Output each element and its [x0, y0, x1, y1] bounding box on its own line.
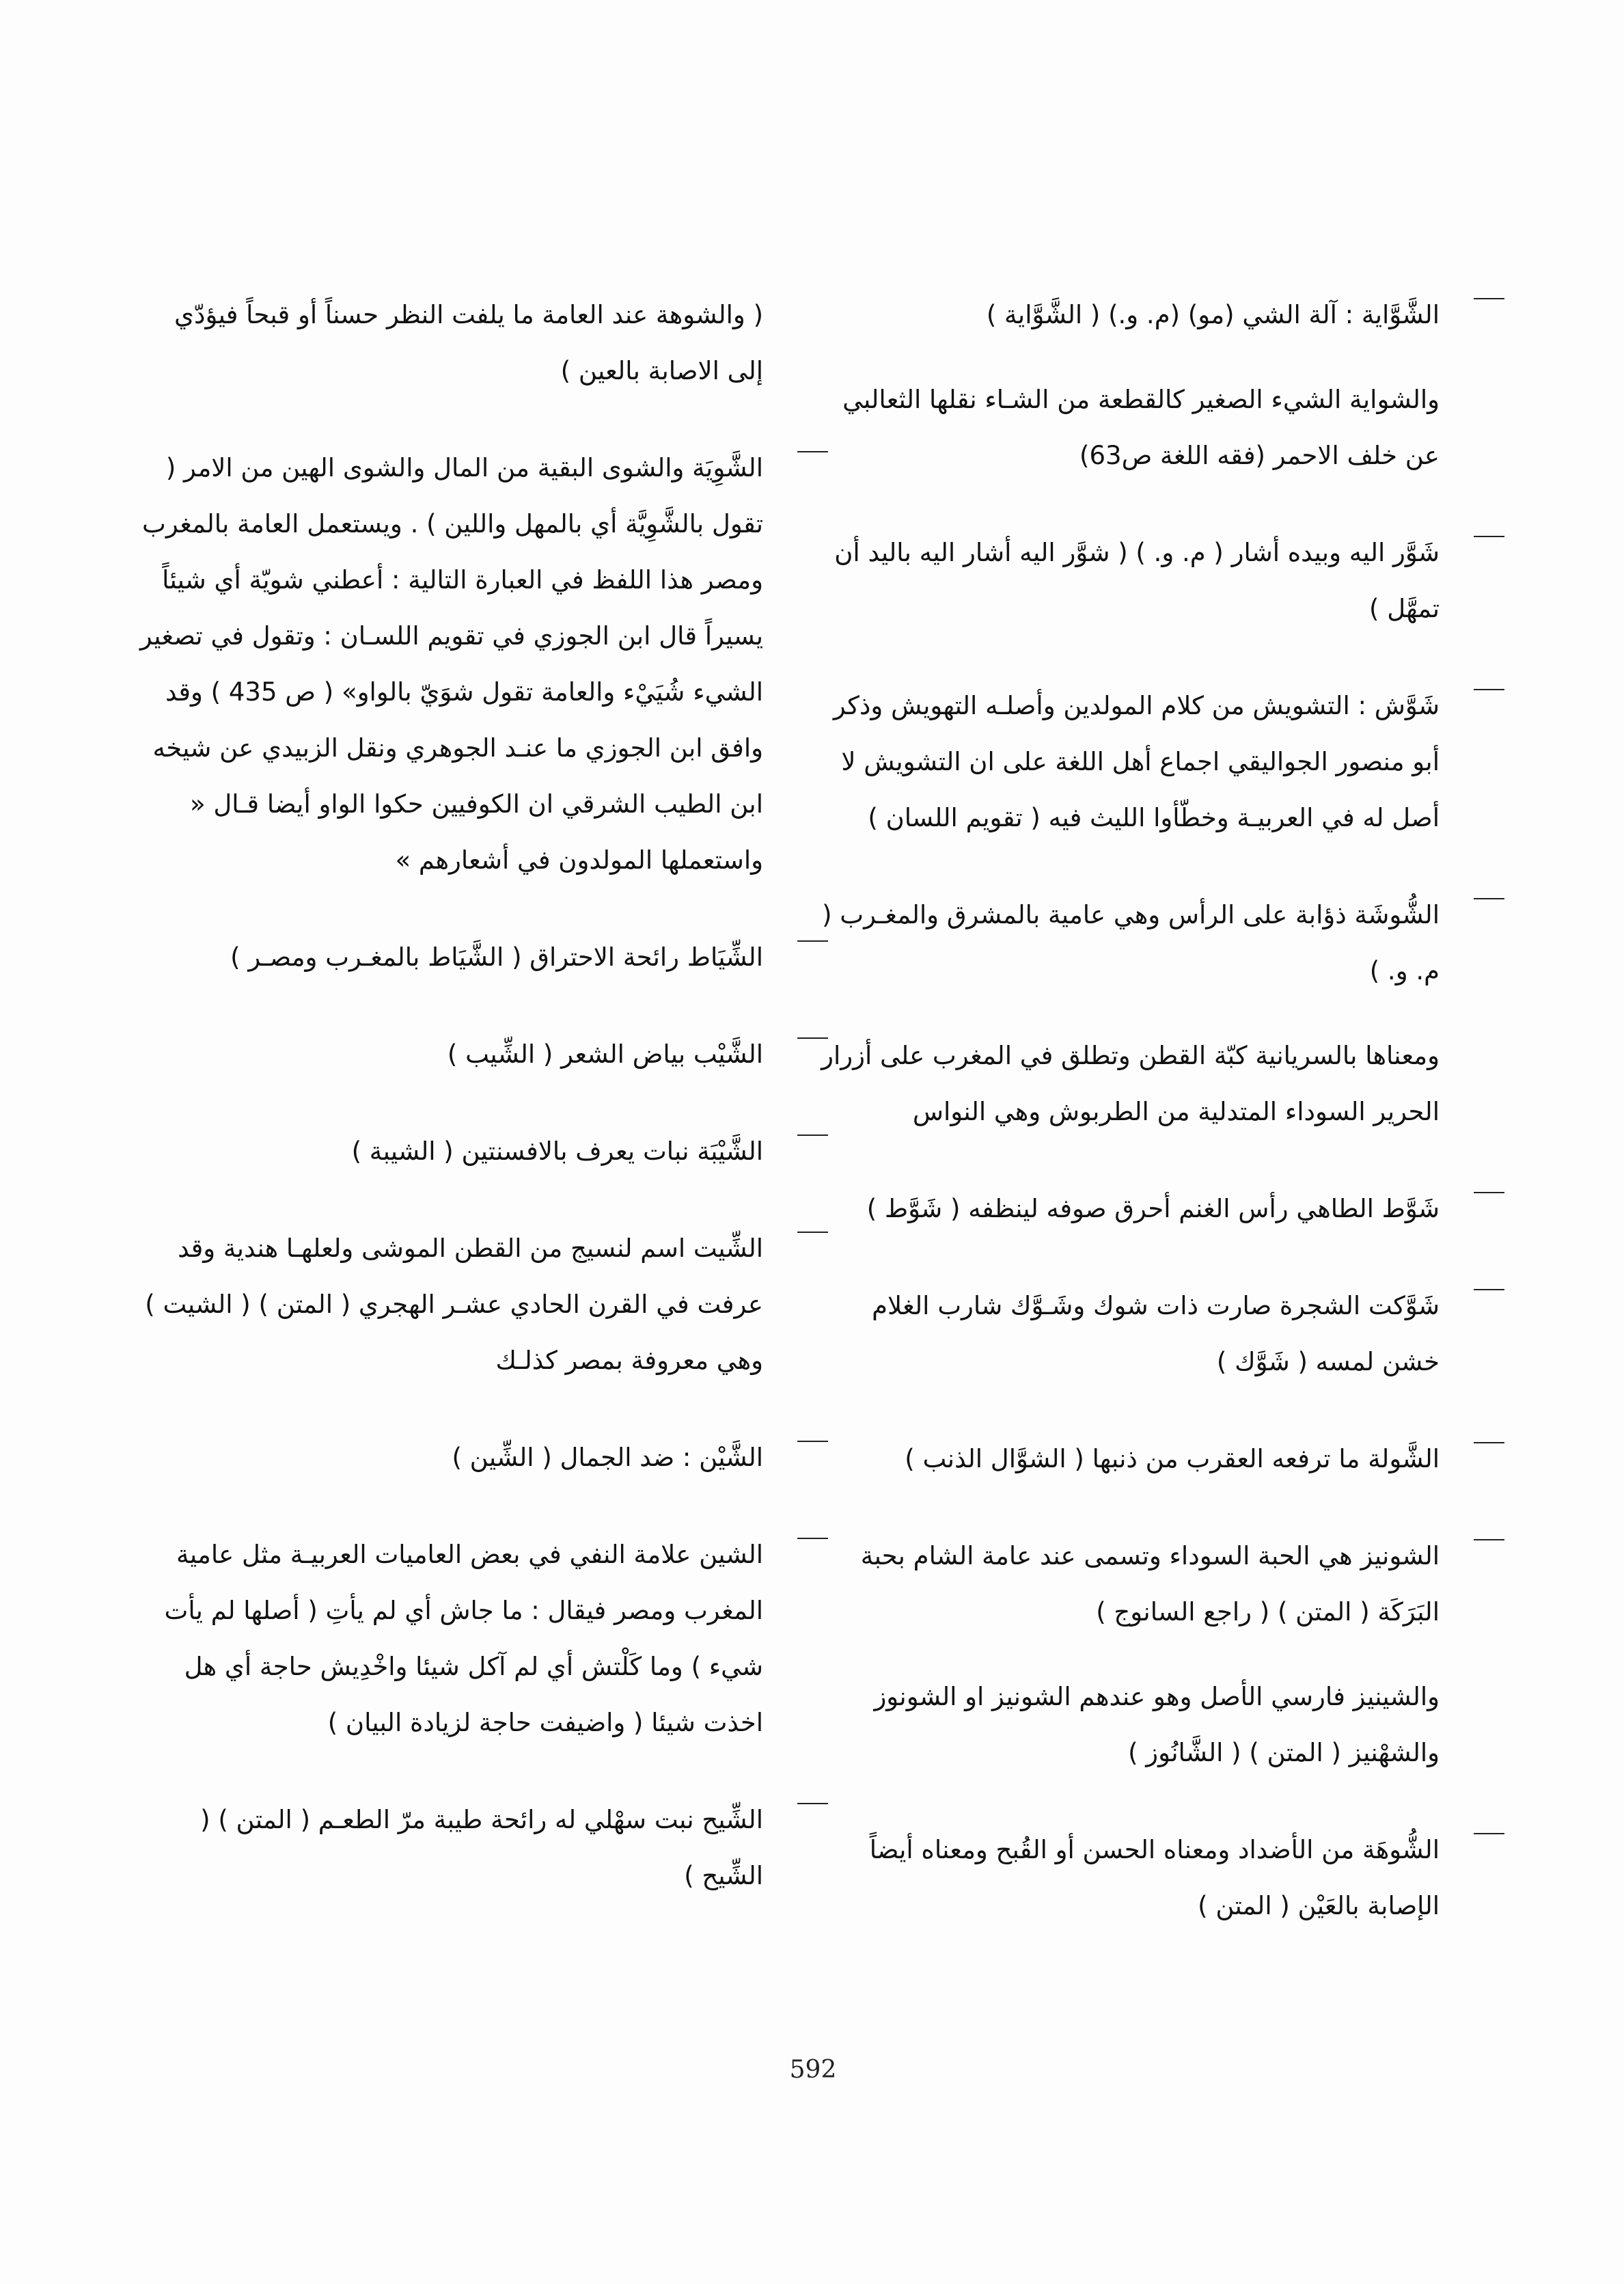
dictionary-entry: [135, 1124, 763, 1180]
dictionary-entry: [811, 1181, 1440, 1237]
entry-text: ( والشوهة عند العامة ما يلفت النظر حسناً أو قبحاً فيؤدّي إلى الاصابة بالعين ): [174, 300, 763, 385]
dictionary-entry: [811, 1431, 1440, 1487]
dictionary-entry: [811, 1278, 1440, 1390]
entry-continuation-text: ومعناها بالسريانية كبّة القطن وتطلق في المغرب على أزرار الحرير السوداء المتدلية من الطربوش وهي النواس: [821, 1041, 1440, 1126]
entry-continuation-text: والشواية الشيء الصغير كالقطعة من الشـاء نقلها الثعالبي عن خلف الاحمر (فقه اللغة ص63): [842, 385, 1440, 470]
entry-text: شَوَّر اليه وبيده أشار ( م. و. ) ( شوَّر اليه أشار اليه باليد أن تمهَّل ): [834, 538, 1440, 623]
entry-text: الشِّيَاط رائحة الاحتراق ( الشَّيَاط بالمغـرب ومصـر ): [230, 942, 763, 972]
entry-text: الشُّوهَة من الأضداد ومعناه الحسن أو القُبح ومعناه أيضاً الإصابة بالعَيْن ( المتن ): [869, 1835, 1440, 1920]
dictionary-entry: [135, 1792, 763, 1904]
entry-text: شَوَّش : التشويش من كلام المولدين وأصلـه التهويش وذكر أبو منصور الجواليقي اجماع أهل اللغة على ان التشويش لا أصل له في العربيـة وخطّأوا الليث فيه ( تقويم اللسان ): [833, 691, 1440, 832]
entry-dash-marker: [1474, 298, 1504, 299]
entry-dash-marker: [797, 451, 828, 452]
left-column: [135, 287, 763, 1945]
entry-text: الشَّيْن : ضد الجمال ( الشِّين ): [452, 1443, 763, 1472]
dictionary-entry: [811, 887, 1440, 1140]
entry-dash-marker: [1474, 1539, 1504, 1540]
dictionary-entry: [811, 1822, 1440, 1934]
entry-text: الشُّوشَة ذؤابة على الرأس وهي عامية بالمشرق والمغـرب ( م. و. ): [822, 900, 1440, 985]
entry-dash-marker: [797, 1232, 828, 1233]
dictionary-entry: [135, 929, 763, 985]
right-column: [811, 287, 1440, 1975]
entry-text: الشِّيح نبت سهْلي له رائحة طيبة مرّ الطعـم ( المتن ) ( الشِّيح ): [200, 1805, 763, 1890]
entry-text: الشَّوَّاية : آلة الشي (مو) (م. و.) ( الشَّوَّاية ): [986, 300, 1440, 329]
dictionary-entry: [811, 525, 1440, 637]
dictionary-entry: [135, 1027, 763, 1083]
entry-dash-marker: [1474, 689, 1504, 690]
dictionary-entry: [135, 1527, 763, 1751]
entry-text: الشين علامة النفي في بعض العاميات العربيـة مثل عامية المغرب ومصر فيقال : ما جاش أي لم يأتِ ( أصلها لم يأت شيء ) وما كَلْتش أي لم آكل شيئا واخْدِيش حاجة أي هل اخذت شيئا ( واضيفت حاجة لزيادة البيان ): [164, 1540, 763, 1737]
dictionary-entry: [811, 287, 1440, 484]
page-number: 592: [789, 2056, 837, 2084]
entry-dash-marker: [1474, 1442, 1504, 1443]
entry-dash-marker: [797, 1803, 828, 1804]
entry-text: الشَّيْبَة نبات يعرف بالافسنتين ( الشيبة ): [351, 1137, 763, 1166]
entry-dash-marker: [797, 1538, 828, 1539]
entry-text: الشَّوِيَة والشوى البقية من المال والشوى الهين من الامر ( تقول بالشَّوِيَّة أي بالمهل واللين ) . ويستعمل العامة بالمغرب ومصر هذا اللفظ في العبارة التالية : أعطني شويّة أي شيئاً يسيراً قال ابن الجوزي في تقويم اللسـان : وتقول في تصغير الشيء شُيَيْء والعامة تقول شوَيّ بالواو» ( ص 435 ) وقد وافق ابن الجوزي ما عنـد الجوهري ونقل الزبيدي عن شيخه ابن الطيب الشرقي ان الكوفيين حكوا الواو أيضا قـال « واستعملها المولدون في أشعارهم »: [139, 453, 763, 875]
entry-dash-marker: [797, 1441, 828, 1442]
dictionary-entry: [811, 678, 1440, 846]
entry-text: الشَّيْب بياض الشعر ( الشِّيب ): [447, 1039, 763, 1069]
dictionary-entry: [811, 1528, 1440, 1781]
entry-dash-marker: [1474, 1192, 1504, 1193]
entry-dash-marker: [797, 1134, 828, 1136]
entry-text: الشَّولة ما ترفعه العقرب من ذنبها ( الشوَّال الذنب ): [905, 1444, 1440, 1473]
entry-text: شَوَّط الطاهي رأس الغنم أحرق صوفه لينظفه ( شَوَّط ): [866, 1194, 1440, 1223]
entry-text: الشِّيت اسم لنسيج من القطن الموشى ولعلهـا هندية وقد عرفت في القرن الحادي عشـر الهجري ( المتن ) ( الشيت ) وهي معروفة بمصر كذلـك: [145, 1234, 763, 1375]
dictionary-entry: [135, 1430, 763, 1486]
entry-continuation-text: والشينيز فارسي الأصل وهو عندهم الشونيز او الشونوز والشهْنيز ( المتن ) ( الشَّانُوز ): [874, 1682, 1440, 1767]
dictionary-entry: [135, 1221, 763, 1389]
entry-dash-marker: [1474, 1289, 1504, 1290]
dictionary-entry: [135, 440, 763, 888]
dictionary-entry: [135, 287, 763, 399]
entry-text: الشونيز هي الحبة السوداء وتسمى عند عامة الشام بحبة البَرَكَة ( المتن ) ( راجع السانوج ): [860, 1541, 1440, 1627]
entry-dash-marker: [1474, 898, 1504, 899]
entry-dash-marker: [797, 940, 828, 942]
entry-dash-marker: [1474, 536, 1504, 537]
entry-text: شَوَّكت الشجرة صارت ذات شوك وشَـوَّك شارب الغلام خشن لمسه ( شَوَّك ): [872, 1291, 1440, 1376]
entry-dash-marker: [797, 1037, 828, 1039]
entry-dash-marker: [1474, 1833, 1504, 1834]
